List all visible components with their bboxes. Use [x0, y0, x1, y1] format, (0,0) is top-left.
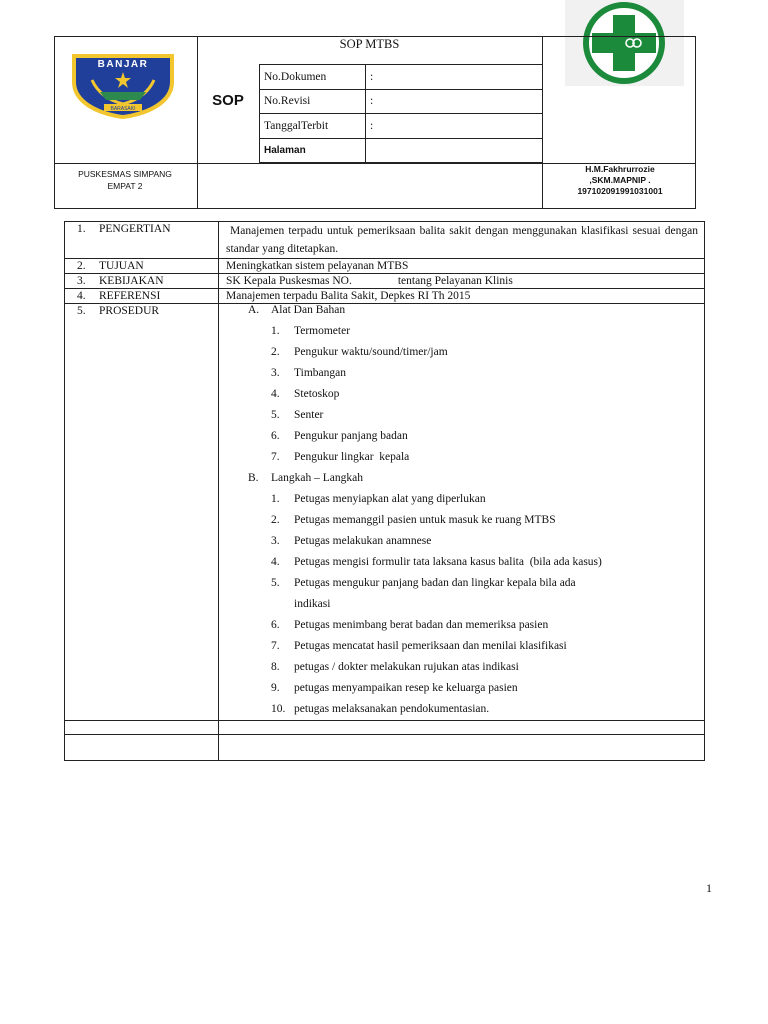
info-value: [366, 138, 543, 163]
list-item: [219, 405, 704, 426]
section-content: Manajemen terpadu Balita Sakit, Depkes RI Th 2015: [219, 289, 705, 304]
list-item: [219, 657, 704, 678]
item-number: 1.: [271, 493, 280, 505]
section-row: [65, 274, 705, 289]
list-item: [219, 384, 704, 405]
info-row: [260, 89, 543, 114]
item-text: Timbangan: [294, 367, 346, 379]
document-info-table: [259, 64, 543, 163]
list-item: [219, 531, 704, 552]
info-row: [260, 114, 543, 139]
list-item: [219, 489, 704, 510]
empty-cell: [219, 735, 705, 761]
empty-middle-cell: [198, 164, 543, 209]
list-item: [219, 363, 704, 384]
logo-subtext: BARASAKI: [110, 106, 136, 112]
sop-label: SOP: [212, 92, 244, 109]
section-label-cell: [65, 222, 219, 259]
list-item: [219, 342, 704, 363]
section-number: 4.: [77, 290, 86, 302]
item-number: 7.: [271, 640, 280, 652]
section-label-cell: [65, 259, 219, 274]
signatory-name: H.M.Fakhrurrozie: [585, 164, 655, 174]
item-number: 4.: [271, 388, 280, 400]
item-number: 2.: [271, 346, 280, 358]
signatory-title: ,SKM.MAPNIP .: [589, 175, 651, 185]
item-text: Stetoskop: [294, 388, 340, 400]
list-item: [219, 552, 704, 573]
item-text: petugas menyampaikan resep ke keluarga pasien: [294, 682, 518, 694]
item-text: Petugas memanggil pasien untuk masuk ke ruang MTBS: [294, 514, 556, 526]
list-item: [219, 573, 704, 594]
empty-top-right-cell: [543, 37, 696, 164]
list-item: [219, 699, 704, 720]
empty-cell: [65, 721, 219, 735]
item-text: petugas melaksanakan pendokumentasian.: [294, 703, 490, 715]
organization-name: PUSKESMAS SIMPANG EMPAT 2: [78, 169, 172, 191]
section-label: REFERENSI: [99, 290, 161, 302]
section-number: 1.: [77, 223, 86, 235]
item-number: 3.: [271, 535, 280, 547]
logo-text: BANJAR: [97, 59, 149, 70]
group-title: Alat Dan Bahan: [271, 304, 346, 316]
info-label: No.Revisi: [260, 89, 366, 114]
section-label: PROSEDUR: [99, 305, 160, 317]
section-content: [219, 222, 705, 259]
item-text: Petugas mengisi formulir tata laksana kasus balita (bila ada kasus): [294, 556, 602, 568]
section-label-cell: [65, 274, 219, 289]
info-value: :: [366, 89, 543, 114]
item-number: 1.: [271, 325, 280, 337]
section-row: [65, 222, 705, 259]
empty-cell: [219, 721, 705, 735]
item-text: Pengukur panjang badan: [294, 430, 408, 442]
page-number: 1: [706, 881, 712, 895]
info-label: Halaman: [260, 138, 366, 163]
section-label: KEBIJAKAN: [99, 275, 164, 287]
procedure-group-heading: [219, 300, 704, 321]
group-letter: B.: [248, 472, 259, 484]
section-row: [65, 304, 705, 721]
empty-cell: [65, 735, 219, 761]
item-text: Termometer: [294, 325, 351, 337]
info-row: [260, 138, 543, 163]
procedure-cell: [219, 304, 705, 721]
item-text: Pengukur waktu/sound/timer/jam: [294, 346, 448, 358]
info-label: No.Dokumen: [260, 65, 366, 90]
item-number: 3.: [271, 367, 280, 379]
item-number: 9.: [271, 682, 280, 694]
info-value: :: [366, 114, 543, 139]
item-text: Petugas mengukur panjang badan dan lingkar kepala bila ada: [294, 577, 576, 589]
list-item: [219, 615, 704, 636]
list-item: [219, 510, 704, 531]
signatory-block: [545, 164, 695, 197]
item-text: Petugas menimbang berat badan dan memeriksa pasien: [294, 619, 549, 631]
item-number: 6.: [271, 619, 280, 631]
list-item: [219, 678, 704, 699]
section-label-cell: [65, 289, 219, 304]
item-text: petugas / dokter melakukan rujukan atas indikasi: [294, 661, 519, 673]
info-label: TanggalTerbit: [260, 114, 366, 139]
list-item-continuation: [219, 594, 704, 615]
list-item: [219, 426, 704, 447]
info-row: [260, 65, 543, 90]
section-label-cell: [65, 304, 219, 721]
list-item: [219, 636, 704, 657]
item-number: 8.: [271, 661, 280, 673]
banjar-emblem-logo: [70, 52, 176, 120]
item-number: 6.: [271, 430, 280, 442]
item-text: Pengukur lingkar kepala: [294, 451, 410, 463]
section-number: 5.: [77, 305, 86, 317]
item-text-continuation: indikasi: [294, 598, 331, 610]
item-number: 5.: [271, 409, 280, 421]
document-title: SOP MTBS: [339, 37, 400, 51]
item-text: Petugas menyiapkan alat yang diperlukan: [294, 493, 486, 505]
section-number: 3.: [77, 275, 86, 287]
section-label: PENGERTIAN: [99, 223, 171, 235]
section-text: Manajemen terpadu untuk pemeriksaan balita sakit dengan menggunakan klasifikasi sesuai dengan standar yang ditetapkan.: [226, 225, 698, 255]
group-letter: A.: [248, 304, 260, 316]
sop-content-table: [64, 221, 705, 761]
empty-row: [65, 735, 705, 761]
section-label: TUJUAN: [99, 260, 144, 272]
item-number: 7.: [271, 451, 280, 463]
item-text: Senter: [294, 409, 324, 421]
item-number: 10.: [271, 703, 286, 715]
group-title: Langkah – Langkah: [271, 472, 363, 484]
list-item: [219, 447, 704, 468]
item-text: Petugas melakukan anamnese: [294, 535, 432, 547]
procedure-list: [219, 300, 704, 720]
procedure-group-heading: [219, 468, 704, 489]
section-content: SK Kepala Puskesmas NO. tentang Pelayanan Klinis: [219, 274, 705, 289]
list-item: [219, 321, 704, 342]
item-number: 4.: [271, 556, 280, 568]
item-text: Petugas mencatat hasil pemeriksaan dan menilai klasifikasi: [294, 640, 567, 652]
section-row: [65, 259, 705, 274]
item-number: 5.: [271, 577, 280, 589]
info-value: :: [366, 65, 543, 90]
section-content: Meningkatkan sistem pelayanan MTBS: [219, 259, 705, 274]
signatory-nip: 197102091991031001: [577, 186, 663, 196]
section-number: 2.: [77, 260, 86, 272]
item-number: 2.: [271, 514, 280, 526]
empty-row: [65, 721, 705, 735]
